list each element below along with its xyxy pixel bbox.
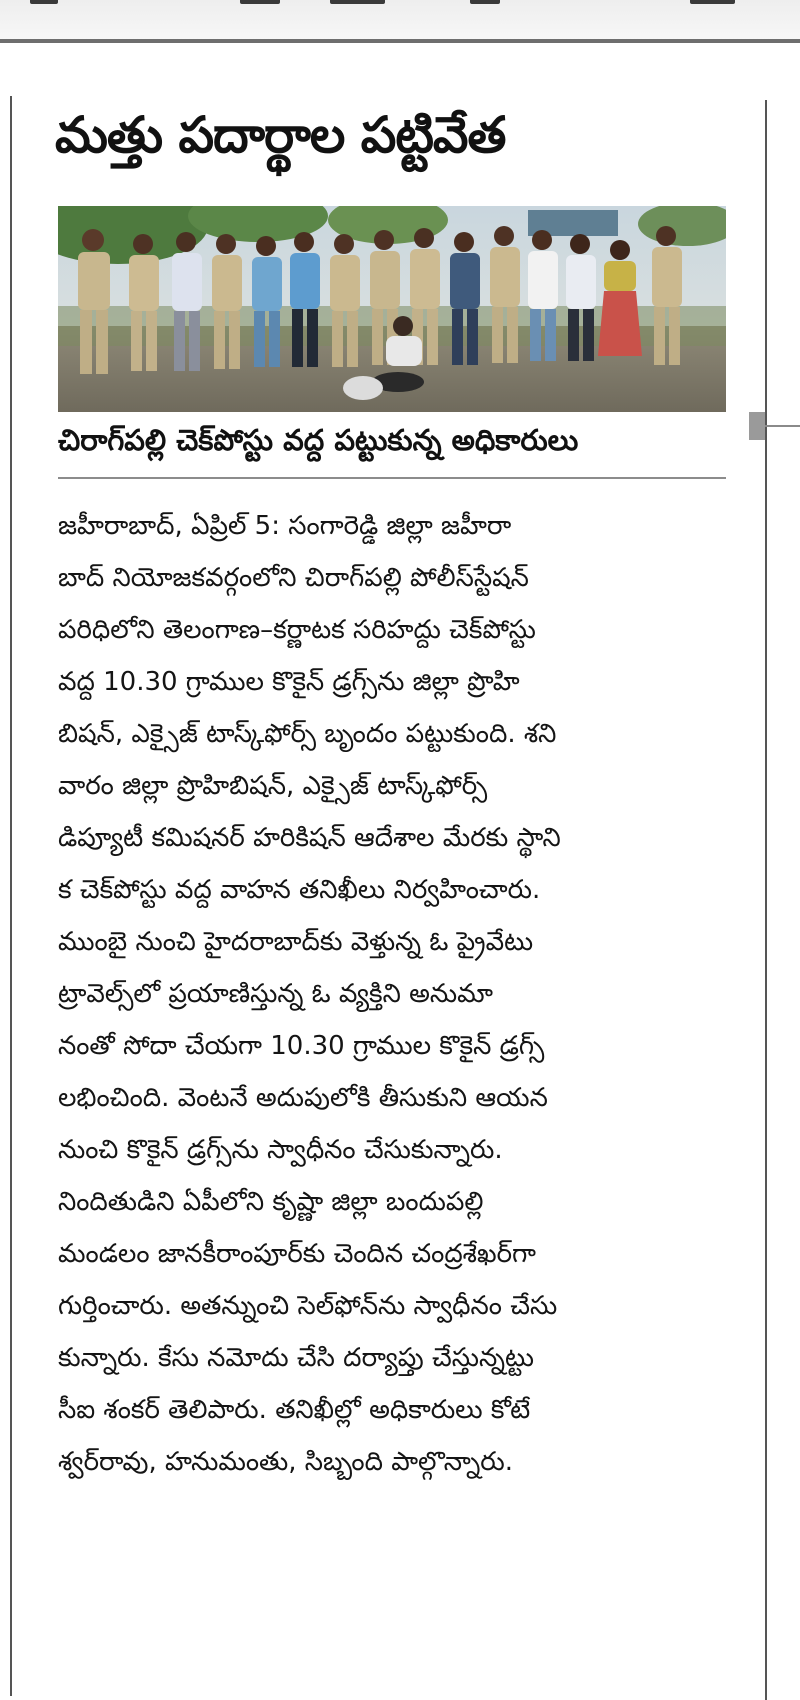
body-line: బాద్ నియోజకవర్గంలోని చిరాగ్‌పల్లి పోలీస్‌స్టేషన్ xyxy=(58,563,529,593)
body-line: గుర్తించారు. అతన్నుంచి సెల్‌ఫోన్‌ను స్వాధీనం చేసు xyxy=(58,1291,558,1321)
body-line: శ్వర్‌రావు, హనుమంతు, సిబ్బంది పాల్గొన్నారు. xyxy=(58,1447,513,1477)
body-line: సీఐ శంకర్ తెలిపారు. తనిఖీల్లో అధికారులు కోటే xyxy=(58,1395,531,1425)
article-headline: మత్తు పదార్థాల పట్టివేత xyxy=(55,106,506,164)
article-body xyxy=(58,500,730,1488)
group-photo-icon xyxy=(58,206,726,412)
body-line: నంతో సోదా చేయగా 10.30 గ్రాముల కొకైన్ డ్రగ్స్ xyxy=(58,1031,545,1061)
body-line: లభించింది. వెంటనే అదుపులోకి తీసుకుని ఆయన xyxy=(58,1083,548,1113)
body-line: కున్నారు. కేసు నమోదు చేసి దర్యాప్తు చేస్తున్నట్టు xyxy=(58,1343,535,1373)
adjacent-column-connector xyxy=(765,425,800,427)
body-line: జహీరాబాద్, ఏప్రిల్ 5: సంగారెడ్డి జిల్లా జహీరా xyxy=(58,511,512,541)
body-line: వారం జిల్లా ప్రొహిబిషన్, ఎక్సైజ్ టాస్క్‌ఫోర్స్ xyxy=(58,771,488,801)
top-divider xyxy=(0,39,800,43)
body-line: పరిధిలోని తెలంగాణ–కర్ణాటక సరిహద్దు చెక్‌పోస్టు xyxy=(58,615,536,645)
adjacent-column-marker xyxy=(749,412,765,440)
caption-divider xyxy=(58,477,726,479)
body-line: వద్ద 10.30 గ్రాముల కొకైన్ డ్రగ్స్‌ను జిల్లా ప్రొహి xyxy=(58,667,520,697)
left-column-rule xyxy=(10,96,12,1696)
right-column-rule xyxy=(765,100,767,1700)
body-line: మండలం జానకీరాంపూర్‌కు చెందిన చంద్రశేఖర్‌గా xyxy=(58,1239,536,1269)
group-photo xyxy=(58,206,726,412)
body-line: నుంచి కొకైన్ డ్రగ్స్‌ను స్వాధీనం చేసుకున్నారు. xyxy=(58,1135,503,1165)
body-line: ట్రావెల్స్‌లో ప్రయాణిస్తున్న ఓ వ్యక్తిని అనుమా xyxy=(58,979,493,1009)
previous-article-fragment xyxy=(0,0,800,40)
body-line: డిప్యూటీ కమిషనర్ హరికిషన్ ఆదేశాల మేరకు స్థాని xyxy=(58,823,561,853)
body-line: నిందితుడిని ఏపీలోని కృష్ణా జిల్లా బందుపల్లి xyxy=(58,1187,484,1217)
photo-caption: చిరాగ్‌పల్లి చెక్‌పోస్టు వద్ద పట్టుకున్న అధికారులు xyxy=(58,423,579,457)
body-line: బిషన్, ఎక్సైజ్ టాస్క్‌ఫోర్స్ బృందం పట్టుకుంది. శని xyxy=(58,719,557,749)
body-line: ముంబై నుంచి హైదరాబాద్‌కు వెళ్తున్న ఓ ప్రైవేటు xyxy=(58,927,534,957)
body-line: క చెక్‌పోస్టు వద్ద వాహన తనిఖీలు నిర్వహించారు. xyxy=(58,875,541,905)
